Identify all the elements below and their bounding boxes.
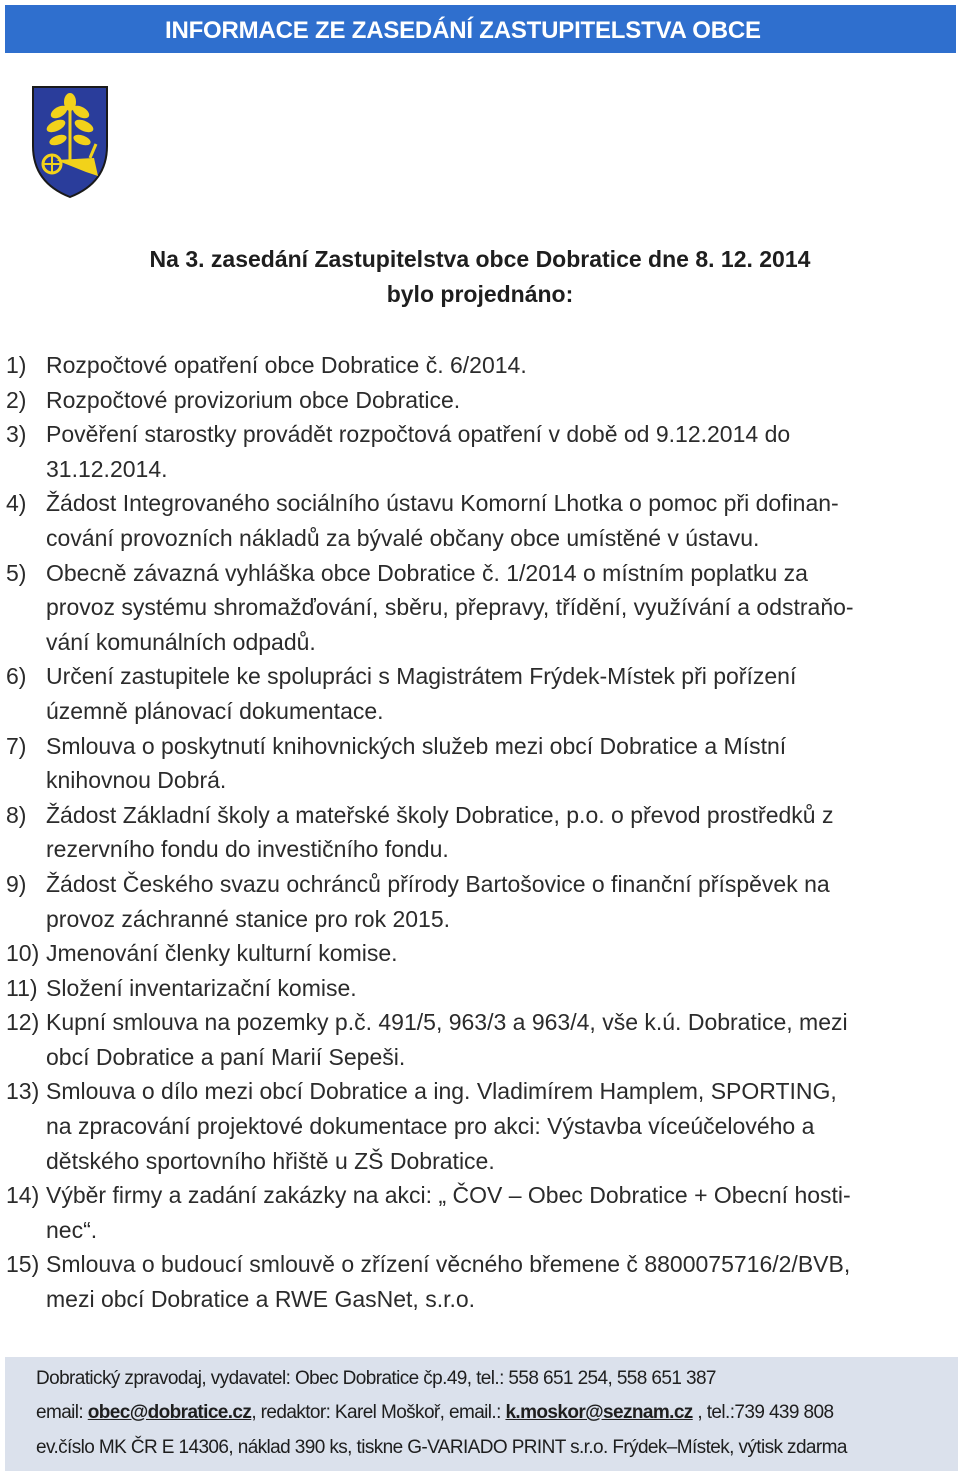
agenda-item [6,1178,954,1247]
agenda-item-text [46,1247,850,1316]
agenda-item-number: 5) [6,559,27,586]
agenda-item-text [46,1005,848,1074]
agenda-item-text [46,936,398,971]
header-bar [5,5,956,53]
agenda-item-line: 31.12.2014. [46,455,168,482]
page-title: INFORMACE ZE ZASEDÁNÍ ZASTUPITELSTVA OBCE [165,17,761,44]
agenda-item-text [46,383,460,418]
agenda-item-text [46,486,839,555]
agenda-item-line: Žádost Integrovaného sociálního ústavu Komorní Lhotka o pomoc při dofinan- [46,490,839,517]
agenda-item-number: 12) [6,1009,40,1036]
agenda-item-text [46,659,796,728]
agenda-item-line: na zpracování projektové dokumentace pro akci: Výstavba víceúčelového a [46,1113,815,1140]
footer [5,1357,958,1471]
agenda-item-line: knihovnou Dobrá. [46,767,227,794]
agenda-item [6,659,954,728]
agenda-item-number: 1) [6,352,27,378]
agenda-item-line: obcí Dobratice a paní Marií Sepeši. [46,1043,406,1070]
agenda-item-line: nec“. [46,1216,98,1243]
agenda-item-line: Žádost Českého svazu ochránců přírody Bartošovice o finanční příspěvek na [46,870,830,897]
agenda-item [6,383,954,418]
agenda-item-number: 6) [6,663,27,690]
agenda-item-line: Jmenování členky kulturní komise. [46,940,398,967]
agenda-item-line: Rozpočtové provizorium obce Dobratice. [46,386,461,413]
agenda-item-number: 13) [6,1078,40,1105]
agenda-item-number: 7) [6,732,27,759]
agenda-item-line: Výběr firmy a zadání zakázky na akci: „ ČOV – Obec Dobratice + Obecní hosti- [46,1182,851,1209]
intro-line-1: Na 3. zasedání Zastupitelstva obce Dobratice dne 8. 12. 2014 [149,246,811,272]
agenda-item-number: 2) [6,386,27,413]
agenda-item [6,1005,954,1074]
agenda-item-text [46,1074,837,1178]
agenda-item-line: územně plánovací dokumentace. [46,697,384,724]
agenda-item [6,556,954,660]
footer-editor-label: , redaktor: Karel Moškoř, email.: [251,1402,506,1423]
agenda-item-text [46,1178,851,1247]
agenda-item-line: rezervního fondu do investičního fondu. [46,836,449,863]
agenda-item-number: 10) [6,940,40,967]
agenda-item-line: Smlouva o poskytnutí knihovnických služeb mezi obcí Dobratice a Místní [46,732,787,759]
agenda-item-text [46,798,833,867]
agenda-item-text [46,867,830,936]
agenda-item-line: Určení zastupitele ke spolupráci s Magistrátem Frýdek-Místek při pořízení [46,663,797,690]
agenda-item-text [46,729,786,798]
agenda-item-text [46,417,790,486]
agenda-item-line: Smlouva o budoucí smlouvě o zřízení věcného břemene č 8800075716/2/BVB, [46,1251,851,1278]
intro-line-2: bylo projednáno: [386,281,574,307]
agenda-item-line: dětského sportovního hřiště u ZŠ Dobratice. [46,1147,495,1174]
agenda-item-number: 3) [6,421,27,448]
agenda-item [6,1074,954,1178]
agenda-item-text [46,556,854,660]
agenda-item-line: provoz záchranné stanice pro rok 2015. [46,905,451,932]
footer-contacts [36,1402,833,1424]
agenda-item [6,1247,954,1316]
agenda-item-line: cování provozních nákladů za bývalé občany obce umístěné v ústavu. [46,524,760,551]
agenda-item-line: Kupní smlouva na pozemky p.č. 491/5, 963/3 a 963/4, vše k.ú. Dobratice, mezi [46,1009,848,1036]
agenda-item-line: Smlouva o dílo mezi obcí Dobratice a ing. Vladimírem Hamplem, SPORTING, [46,1078,837,1105]
agenda-item-line: vání komunálních odpadů. [46,628,316,655]
footer-publisher: Dobratický zpravodaj, vydavatel: Obec Dobratice čp.49, tel.: 558 651 254, 558 651 387 [36,1368,716,1389]
agenda-item-number: 14) [6,1182,40,1209]
agenda-item-line: mezi obcí Dobratice a RWE GasNet, s.r.o. [46,1286,476,1313]
footer-registration: ev.číslo MK ČR E 14306, náklad 390 ks, tiskne G-VARIADO PRINT s.r.o. Frýdek–Místek, výtisk zdarma [36,1437,847,1458]
agenda-item [6,417,954,486]
agenda-item-number: 15) [6,1251,40,1278]
agenda-item [6,798,954,867]
agenda-item-number: 4) [6,490,27,517]
agenda-item-line: provoz systému shromažďování, sběru, přepravy, třídění, využívání a odstraňo- [46,594,854,621]
footer-email-label: email: [36,1402,88,1423]
agenda-item [6,486,954,555]
agenda-item-line: Složení inventarizační komise. [46,974,357,1001]
agenda-item-line: Rozpočtové opatření obce Dobratice č. 6/2014. [46,352,527,378]
agenda-item-number: 11) [6,974,38,1001]
agenda-item-text [46,971,357,1006]
agenda-item-line: Obecně závazná vyhláška obce Dobratice č. 1/2014 o místním poplatku za [46,559,808,586]
obec-email-link[interactable]: obec@dobratice.cz [87,1402,252,1423]
footer-phone: , tel.:739 439 808 [692,1402,834,1423]
agenda-item [6,936,954,971]
municipal-crest-icon [30,84,110,200]
agenda-item [6,729,954,798]
agenda-item-number: 8) [6,801,27,828]
agenda-item-text [46,348,527,383]
agenda-item-line: Žádost Základní školy a mateřské školy Dobratice, p.o. o převod prostředků z [46,801,834,828]
agenda-list [6,348,954,1317]
agenda-item [6,971,954,1006]
agenda-item [6,867,954,936]
agenda-item-line: Pověření starostky provádět rozpočtová opatření v době od 9.12.2014 do [46,421,791,448]
agenda-item [6,348,954,383]
agenda-item-number: 9) [6,870,27,897]
editor-email-link[interactable]: k.moskor@seznam.cz [505,1402,693,1423]
